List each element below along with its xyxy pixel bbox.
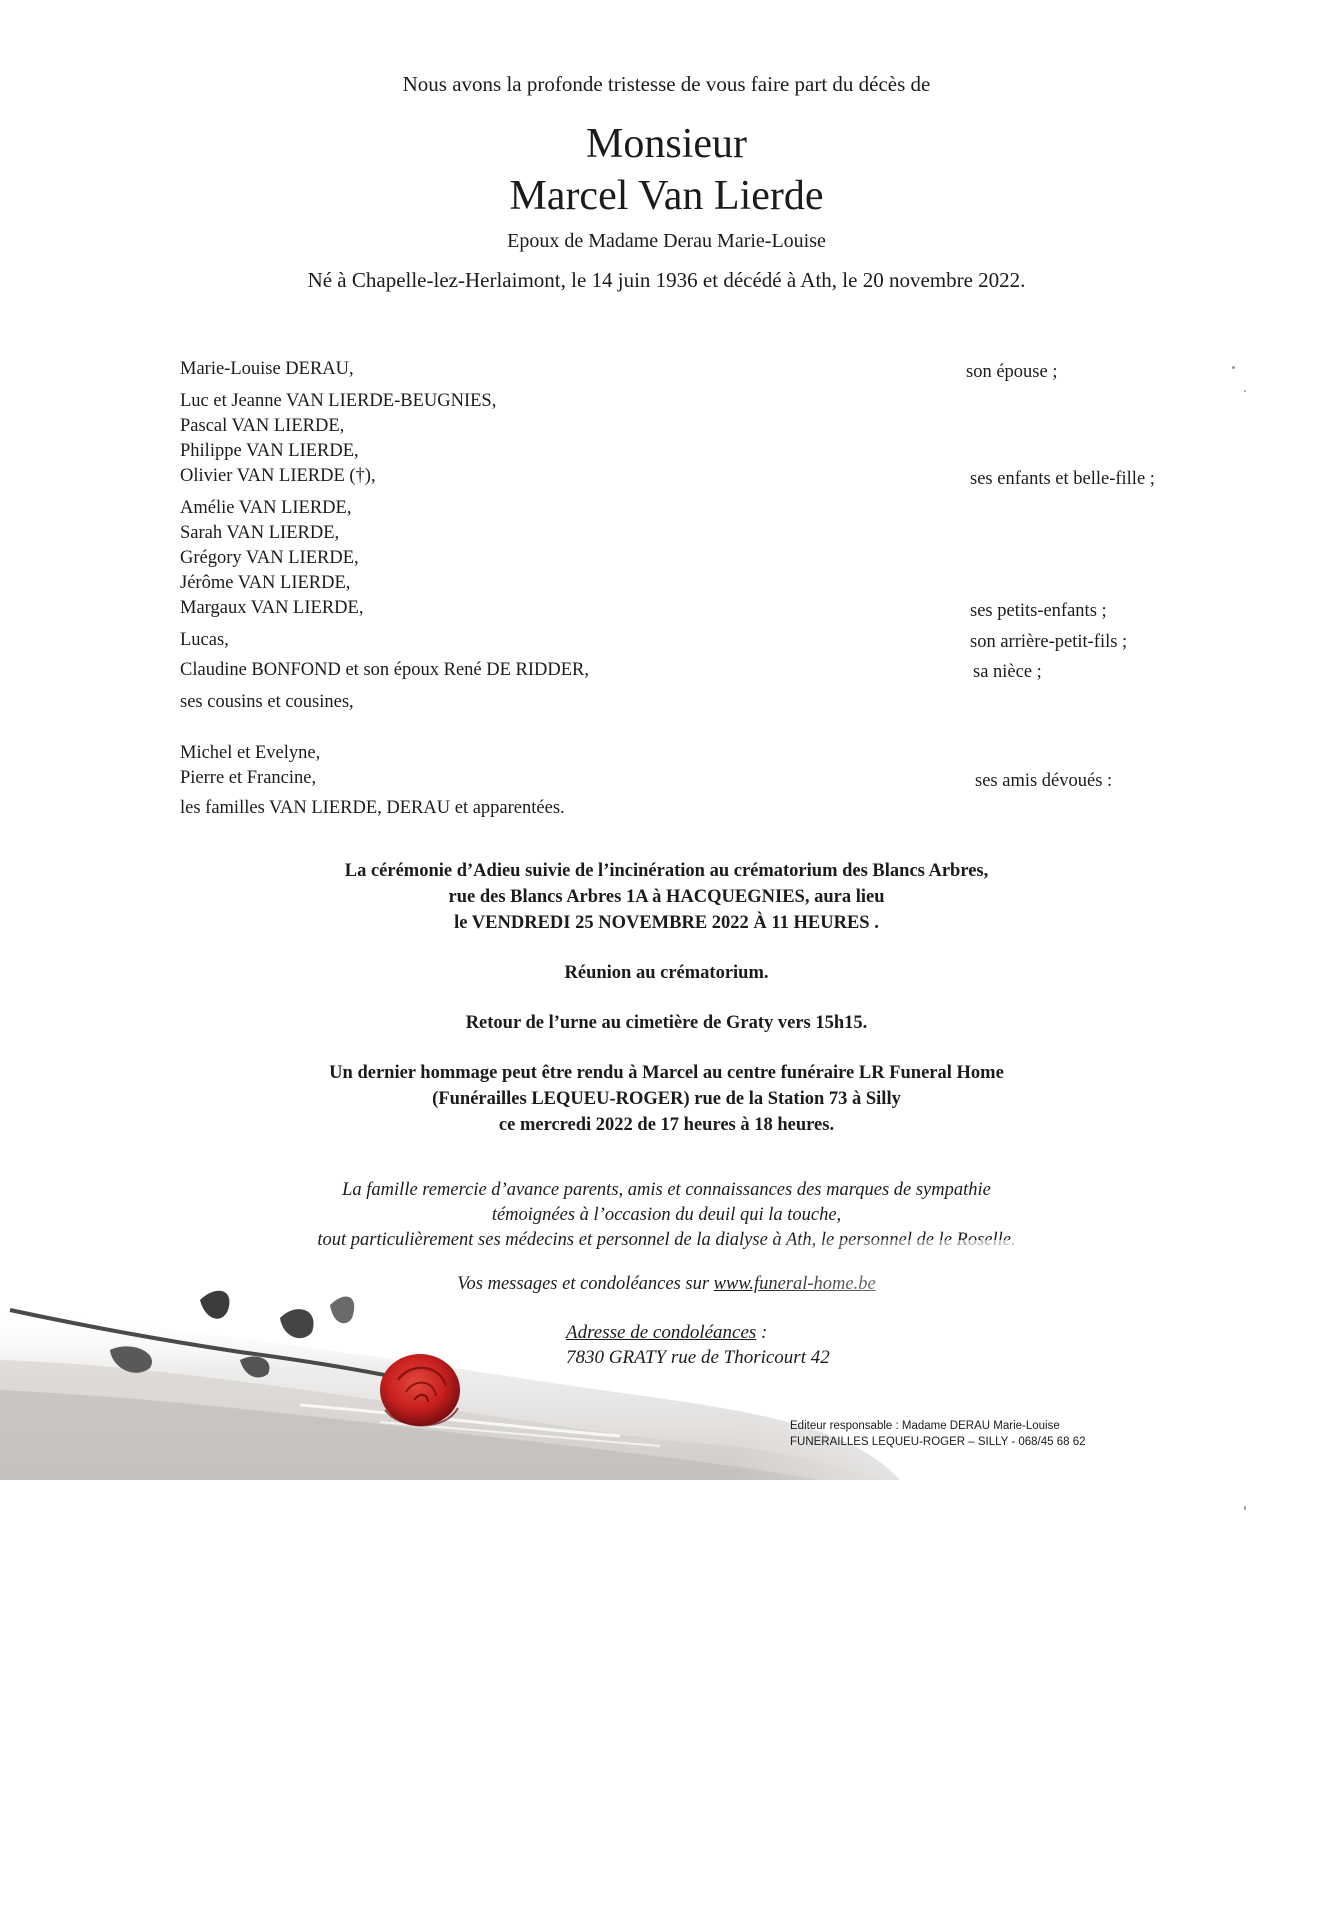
deceased-title xyxy=(0,118,1333,222)
scan-speck xyxy=(1244,390,1246,392)
relation-label: ses petits-enfants ; xyxy=(970,601,1107,621)
relation-label: ses enfants et belle-fille ; xyxy=(970,469,1155,489)
family-line: Jérôme VAN LIERDE, xyxy=(180,573,351,593)
family-line: Sarah VAN LIERDE, xyxy=(180,523,340,543)
family-line: Luc et Jeanne VAN LIERDE-BEUGNIES, xyxy=(180,391,497,411)
family-line: Claudine BONFOND et son époux René DE RIDDER, xyxy=(180,660,590,680)
address-value: 7830 GRATY rue de Thoricourt 42 xyxy=(566,1347,830,1368)
address-label: Adresse de condoléances xyxy=(566,1322,757,1343)
ceremony-block xyxy=(0,858,1333,936)
thanks-line: La famille remercie d’avance parents, amis et connaissances des marques de sympathie xyxy=(342,1180,991,1200)
family-line: ses cousins et cousines, xyxy=(180,692,354,712)
birth-death-line: Né à Chapelle-lez-Herlaimont, le 14 juin 1936 et décédé à Ath, le 20 novembre 2022. xyxy=(307,268,1026,292)
spouse-line: Epoux de Madame Derau Marie-Louise xyxy=(507,230,826,252)
family-line: Pierre et Francine, xyxy=(180,768,317,788)
thanks-line: témoignées à l’occasion du deuil qui la touche, xyxy=(491,1205,842,1225)
publisher-line: FUNERAILLES LEQUEU-ROGER – SILLY - 068/45 68 62 xyxy=(790,1436,1086,1448)
relation-label: sa nièce ; xyxy=(973,662,1042,682)
relation-label: son épouse ; xyxy=(966,362,1058,382)
ceremony-date: le VENDREDI 25 NOVEMBRE 2022 À 11 HEURES . xyxy=(454,913,879,933)
family-line: Margaux VAN LIERDE, xyxy=(180,598,364,618)
family-line: Olivier VAN LIERDE (†), xyxy=(180,466,376,486)
scan-speck xyxy=(1232,366,1235,369)
ceremony-line: rue des Blancs Arbres 1A à HACQUEGNIES, aura lieu xyxy=(448,887,885,907)
salutation: Monsieur xyxy=(586,121,747,167)
relation-label: son arrière-petit-fils ; xyxy=(970,632,1128,652)
family-line: Philippe VAN LIERDE, xyxy=(180,441,359,461)
family-line: Grégory VAN LIERDE, xyxy=(180,548,359,568)
tribute-block xyxy=(0,1060,1333,1138)
meeting-line: Réunion au crématorium. xyxy=(564,963,769,983)
family-line: Michel et Evelyne, xyxy=(180,743,321,763)
publisher-line: Editeur responsable : Madame DERAU Marie-Louise xyxy=(790,1420,1060,1432)
family-line: les familles VAN LIERDE, DERAU et apparentées. xyxy=(180,798,565,818)
urn-line: Retour de l’urne au cimetière de Graty vers 15h15. xyxy=(465,1013,868,1033)
ceremony-line: La cérémonie d’Adieu suivie de l’incinération au crématorium des Blancs Arbres, xyxy=(344,861,989,881)
scan-speck xyxy=(1244,1506,1246,1510)
tribute-line: Un dernier hommage peut être rendu à Marcel au centre funéraire LR Funeral Home xyxy=(329,1063,1004,1083)
relation-label: ses amis dévoués : xyxy=(975,771,1113,791)
intro-line: Nous avons la profonde tristesse de vous faire part du décès de xyxy=(402,72,931,96)
publisher-info xyxy=(790,1418,1086,1450)
tribute-line: ce mercredi 2022 de 17 heures à 18 heures. xyxy=(498,1115,835,1135)
tribute-line: (Funérailles LEQUEU-ROGER) rue de la Station 73 à Silly xyxy=(432,1089,901,1109)
family-line: Pascal VAN LIERDE, xyxy=(180,416,345,436)
family-line: Marie-Louise DERAU, xyxy=(180,359,354,379)
family-line: Lucas, xyxy=(180,630,229,650)
family-line: Amélie VAN LIERDE, xyxy=(180,498,352,518)
condolence-address xyxy=(566,1320,830,1370)
address-label-suffix: : xyxy=(756,1322,768,1343)
deceased-name: Marcel Van Lierde xyxy=(509,173,824,219)
